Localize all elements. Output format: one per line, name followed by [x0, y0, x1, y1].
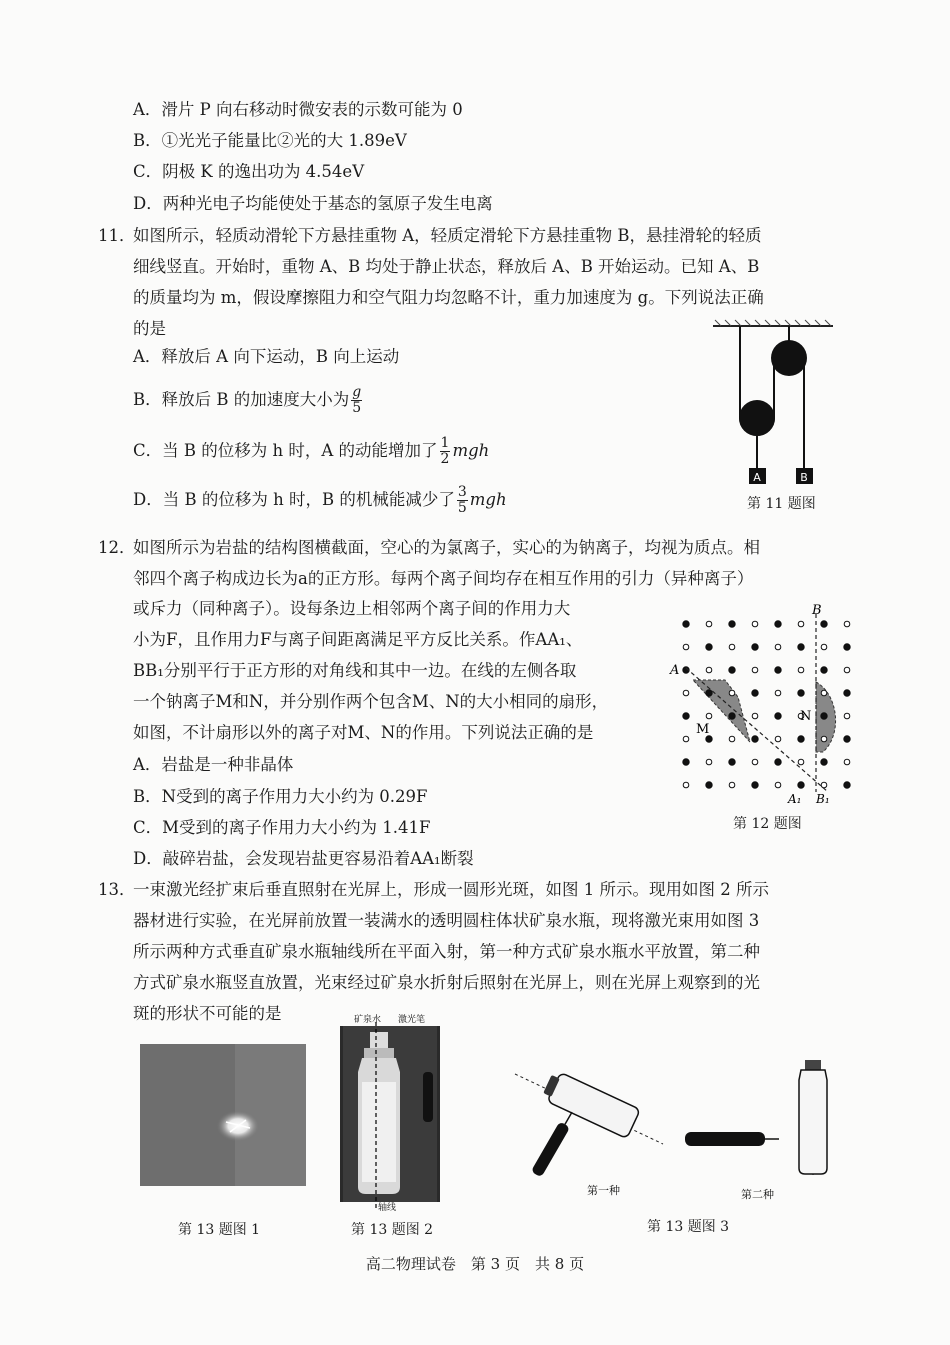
placement-methods-figure: [505, 1060, 850, 1220]
chloride-ion: [775, 644, 781, 650]
q12-stem-line-3: 或斥力（同种离子）。设每条边上相邻两个离子间的作用力大: [133, 599, 571, 618]
q11-stem-line-2: 细线竖直。开始时，重物 A、B 均处于静止状态，释放后 A、B 开始运动。已知 A、B: [133, 257, 760, 276]
q13-stem-line-4: 方式矿泉水瓶竖直放置，光束经过矿泉水折射后照射在光屏上，则在光屏上观察到的光: [133, 973, 760, 992]
q12-stem-line-1: 如图所示为岩盐的结构图横截面，空心的为氯离子，实心的为钠离子，均视为质点。相: [133, 538, 760, 557]
label-b: B: [812, 603, 822, 618]
q12-stem-line-5: BB₁分别平行于正方形的对角线和其中一边。在线的左侧各取: [133, 661, 577, 680]
chloride-ion: [775, 782, 781, 788]
chloride-ion: [844, 621, 850, 627]
q12-option-a: A．岩盐是一种非晶体: [133, 755, 294, 774]
q12-number: 12．: [98, 538, 136, 557]
sodium-ion: [729, 621, 735, 627]
q13-caption-2: 第 13 题图 2: [351, 1222, 434, 1238]
movable-pulley: [739, 400, 775, 436]
chloride-ion: [775, 736, 781, 742]
sodium-ion: [752, 736, 758, 742]
weight-a-label: A: [753, 471, 761, 484]
chloride-ion: [729, 782, 735, 788]
chloride-ion: [683, 690, 689, 696]
sodium-ion: [844, 690, 850, 696]
page-footer: 高二物理试卷 第 3 页 共 8 页: [365, 1255, 585, 1273]
q11-option-a: A．释放后 A 向下运动，B 向上运动: [133, 347, 400, 366]
q13-stem-line-1: 一束激光经扩束后垂直照射在光屏上，形成一圆形光斑，如图 1 所示。现用如图 2 所示: [133, 880, 769, 899]
chloride-ion: [706, 667, 712, 673]
label-a: A: [670, 663, 680, 678]
label-m: M: [696, 722, 710, 737]
q11-stem-line-1: 如图所示，轻质动滑轮下方悬挂重物 A，轻质定滑轮下方悬挂重物 B，悬挂滑轮的轻质: [133, 226, 762, 245]
chloride-ion: [821, 736, 827, 742]
chloride-ion: [706, 713, 712, 719]
chloride-ion: [729, 736, 735, 742]
q12-stem-line-2: 邻四个离子构成边长为a的正方形。每两个离子间均存在相互作用的引力（异种离子）: [133, 569, 754, 588]
sodium-ion: [683, 713, 689, 719]
fraction: $\frac{g}{5}$: [352, 384, 362, 416]
sodium-ion: [798, 736, 804, 742]
q13-stem-line-3: 所示两种方式垂直矿泉水瓶轴线所在平面入射，第一种方式矿泉水瓶水平放置，第二种: [133, 942, 760, 961]
sodium-ion: [775, 713, 781, 719]
fixed-pulley: [771, 340, 807, 376]
q11-option-c: C．当 B 的位移为 h 时，A 的动能增加了 $\frac{1}{2}$ mgh: [133, 435, 490, 467]
sodium-ion: [752, 690, 758, 696]
chloride-ion: [798, 759, 804, 765]
rock-salt-lattice-figure: [668, 602, 863, 807]
q12-option-d: D．敲碎岩盐，会发现岩盐更容易沿着AA₁断裂: [133, 849, 474, 868]
chloride-ion: [683, 782, 689, 788]
fraction: $\frac{3}{5}$: [457, 484, 467, 516]
chloride-ion: [752, 759, 758, 765]
chloride-ion: [706, 759, 712, 765]
q13-number: 13．: [98, 880, 136, 899]
q10-option-d: D．两种光电子均能使处于基态的氢原子发生电离: [133, 194, 493, 213]
q10-option-a: A．滑片 P 向右移动时微安表的示数可能为 0: [133, 100, 463, 119]
chloride-ion: [844, 713, 850, 719]
q10-option-b: B．①光光子能量比②光的大 1.89eV: [133, 131, 407, 150]
q12-stem-line-4: 小为F，且作用力F与离子间距离满足平方反比关系。作AA₁、: [133, 630, 583, 649]
q12-stem-line-7: 如图，不计扇形以外的离子对M、N的作用。下列说法正确的是: [133, 723, 594, 742]
label-water: 矿泉水: [354, 1015, 382, 1025]
sodium-ion: [775, 759, 781, 765]
sodium-ion: [821, 713, 827, 719]
sodium-ion: [821, 667, 827, 673]
sodium-ion: [729, 667, 735, 673]
sodium-ion: [729, 713, 735, 719]
chloride-ion: [798, 621, 804, 627]
label-method-2: 第二种: [741, 1188, 774, 1201]
laser-spot-photo: [140, 1044, 306, 1186]
q12-option-b: B．N受到的离子作用力大小约为 0.29F: [133, 787, 428, 806]
sodium-ion: [798, 644, 804, 650]
q11-number: 11．: [98, 226, 136, 245]
chloride-ion: [821, 644, 827, 650]
chloride-ion: [752, 713, 758, 719]
sodium-ion: [752, 782, 758, 788]
q10-option-c: C．阴极 K 的逸出功为 4.54eV: [133, 162, 365, 181]
chloride-ion: [752, 667, 758, 673]
sodium-ion: [752, 644, 758, 650]
chloride-ion: [798, 667, 804, 673]
q11-stem-line-3: 的质量均为 m，假设摩擦阻力和空气阻力均忽略不计，重力加速度为 g。下列说法正确: [133, 288, 764, 307]
q12-stem-line-6: 一个钠离子M和N，并分别作两个包含M、N的大小相同的扇形，: [133, 692, 609, 711]
fraction: $\frac{1}{2}$: [440, 435, 450, 467]
q12-caption: 第 12 题图: [733, 816, 802, 832]
q13-caption-1: 第 13 题图 1: [178, 1222, 261, 1238]
sodium-ion: [706, 690, 712, 696]
sodium-ion: [821, 759, 827, 765]
label-axis: 轴线: [378, 1203, 397, 1212]
chloride-ion: [683, 644, 689, 650]
sodium-ion: [821, 621, 827, 627]
q11-option-b: B．释放后 B 的加速度大小为 $\frac{g}{5}$: [133, 384, 362, 416]
sodium-ion: [683, 759, 689, 765]
q13-stem-line-2: 器材进行实验，在光屏前放置一装满水的透明圆柱体状矿泉水瓶，现将激光束用如图 3: [133, 911, 760, 930]
sodium-ion: [798, 782, 804, 788]
weight-b-label: B: [800, 471, 808, 484]
sodium-ion: [844, 782, 850, 788]
chloride-ion: [844, 759, 850, 765]
chloride-ion: [775, 690, 781, 696]
sodium-ion: [706, 644, 712, 650]
sodium-ion: [683, 621, 689, 627]
q13-stem-line-5: 斑的形状不可能的是: [133, 1004, 282, 1023]
q11-option-d: D．当 B 的位移为 h 时，B 的机械能减少了 $\frac{3}{5}$ mgh: [133, 484, 507, 516]
label-a1: A₁: [788, 792, 802, 806]
sodium-ion: [775, 621, 781, 627]
q11-stem-line-4: 的是: [133, 319, 166, 338]
sodium-ion: [775, 667, 781, 673]
chloride-ion: [821, 782, 827, 788]
sodium-ion: [844, 644, 850, 650]
chloride-ion: [706, 621, 712, 627]
q12-option-c: C．M受到的离子作用力大小约为 1.41F: [133, 818, 431, 837]
label-b1: B₁: [816, 792, 830, 806]
chloride-ion: [683, 736, 689, 742]
label-laser-pen: 激光笔: [398, 1015, 426, 1025]
sodium-ion: [729, 759, 735, 765]
sodium-ion: [798, 690, 804, 696]
sodium-ion: [844, 736, 850, 742]
chloride-ion: [821, 690, 827, 696]
bottle-and-laser-pen-photo: [340, 1012, 440, 1212]
chloride-ion: [752, 621, 758, 627]
chloride-ion: [844, 667, 850, 673]
sodium-ion: [706, 782, 712, 788]
chloride-ion: [729, 690, 735, 696]
label-n: N: [800, 709, 812, 724]
chloride-ion: [729, 644, 735, 650]
label-method-1: 第一种: [587, 1184, 620, 1197]
pulley-figure: [705, 318, 840, 498]
q13-caption-3: 第 13 题图 3: [647, 1219, 730, 1235]
q11-caption: 第 11 题图: [747, 496, 816, 512]
